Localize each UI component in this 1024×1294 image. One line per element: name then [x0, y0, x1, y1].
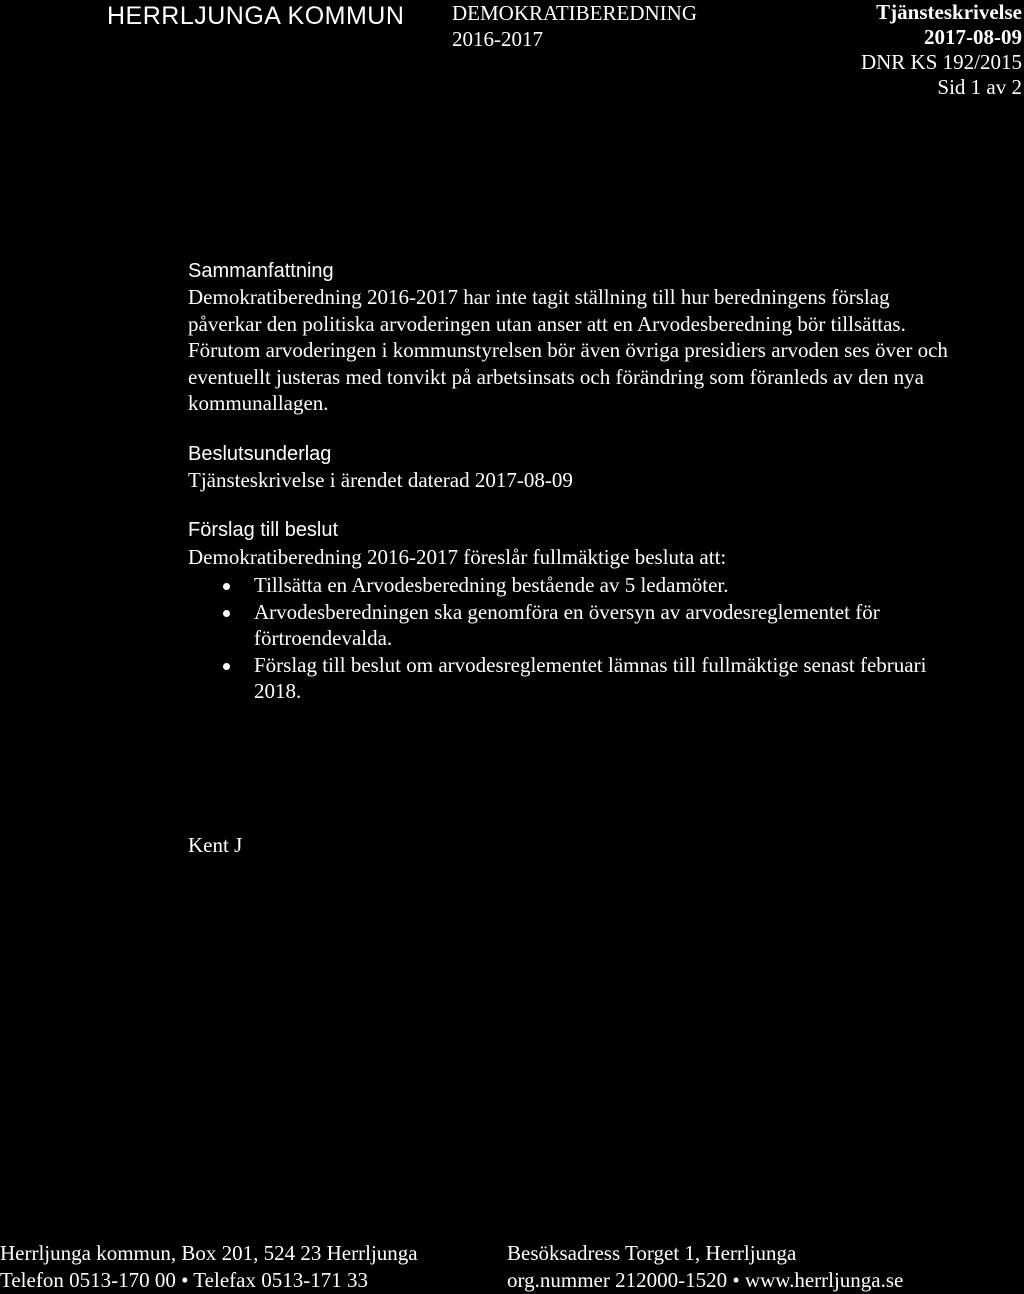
- summary-line: eventuellt justeras med tonvikt på arbetsinsats och förändring som föranleds av den nya: [188, 364, 924, 389]
- list-item-text: Förslag till beslut om arvodesreglementet lämnas till fullmäktige senast februari: [254, 652, 927, 677]
- list-item-text: förtroendevalda.: [254, 626, 393, 650]
- footer-address: [0, 1240, 418, 1294]
- basis-heading: Beslutsunderlag: [188, 443, 332, 465]
- summary-text: [188, 284, 948, 417]
- document-dnr: DNR KS 192/2015: [860, 50, 1022, 74]
- summary-line: Förutom arvoderingen i kommunstyrelsen bör även övriga presidiers arvoden ses över och: [188, 338, 948, 362]
- basis-text: Tjänsteskrivelse i ärendet daterad 2017-08-09: [188, 468, 573, 492]
- summary-line: kommunallagen.: [188, 391, 329, 415]
- department-block: [452, 0, 697, 52]
- list-item-text: Arvodesberedningen ska genomföra en översyn av arvodesreglementet för: [254, 599, 880, 624]
- page-number: Sid 1 av 2: [937, 75, 1022, 99]
- list-item: [188, 652, 926, 705]
- footer-visit: [507, 1240, 903, 1294]
- bullet-icon: [223, 663, 230, 670]
- signature: Kent J: [188, 833, 243, 857]
- document-type: Tjänsteskrivelse: [876, 0, 1022, 24]
- document-meta: [861, 0, 1022, 100]
- list-item-text: Tillsätta en Arvodesberedning bestående av 5 ledamöter.: [254, 573, 729, 597]
- proposal-list: [188, 572, 926, 705]
- document-date: 2017-08-09: [924, 25, 1022, 49]
- summary-line: Demokratiberedning 2016-2017 har inte tagit ställning till hur beredningens förslag: [188, 285, 890, 309]
- proposal-heading: Förslag till beslut: [188, 519, 339, 541]
- department-name: DEMOKRATIBEREDNING: [452, 1, 697, 25]
- footer-contact-line: Telefon 0513-170 00 • Telefax 0513-171 33: [0, 1268, 368, 1292]
- list-item-text: 2018.: [254, 679, 302, 703]
- footer-visit-line: Besöksadress Torget 1, Herrljunga: [507, 1241, 797, 1265]
- summary-line: påverkar den politiska arvoderingen utan anser att en Arvodesberedning bör tillsättas.: [188, 311, 906, 336]
- bullet-icon: [223, 610, 230, 617]
- summary-heading: Sammanfattning: [188, 260, 334, 282]
- footer-org-line: org.nummer 212000-1520 • www.herrljunga.se: [507, 1268, 904, 1292]
- department-period: 2016-2017: [452, 27, 543, 51]
- list-item: [188, 572, 926, 599]
- list-item: [188, 599, 926, 652]
- organization-name: HERRLJUNGA KOMMUN: [107, 2, 405, 30]
- footer-address-line: Herrljunga kommun, Box 201, 524 23 Herrljunga: [0, 1241, 418, 1265]
- bullet-icon: [223, 583, 230, 590]
- proposal-intro: Demokratiberedning 2016-2017 föreslår fullmäktige besluta att:: [188, 545, 727, 569]
